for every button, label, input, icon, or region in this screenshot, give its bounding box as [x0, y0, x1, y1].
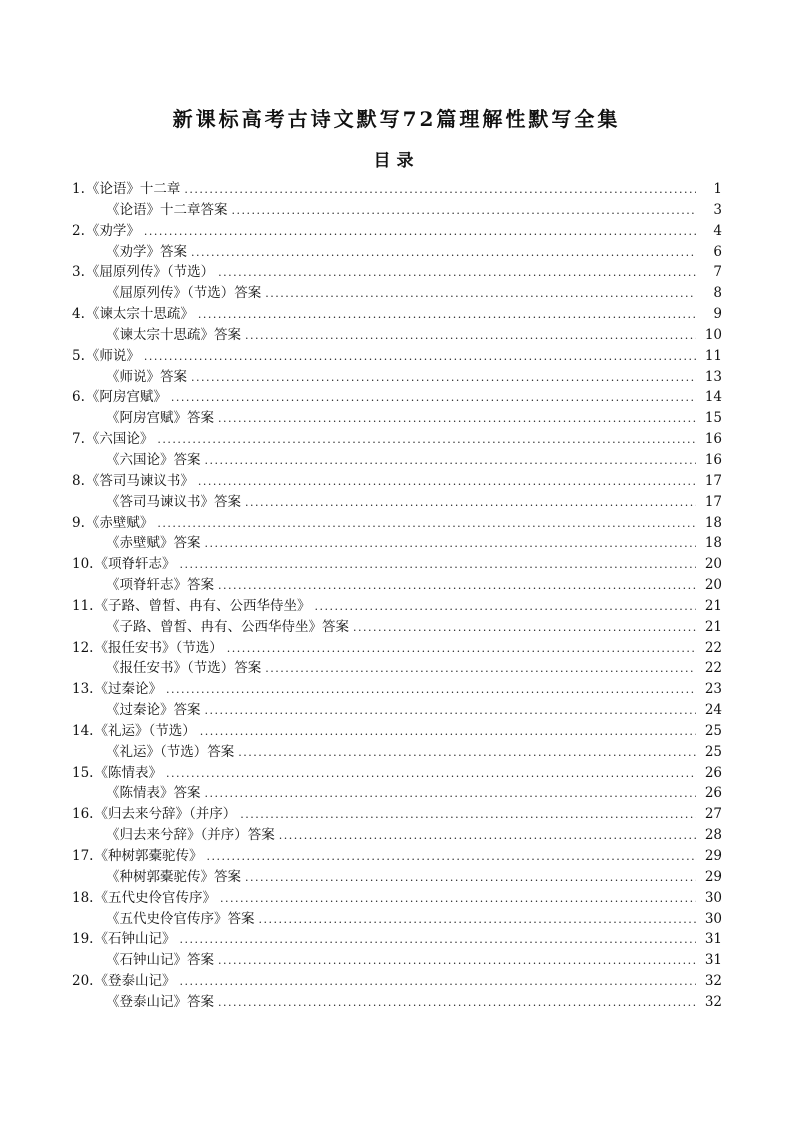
- dot-leader: [200, 722, 696, 743]
- dot-leader: [179, 555, 696, 576]
- toc-entry-page: 30: [704, 889, 722, 906]
- toc-entry-title: 《礼运》（节选）: [94, 722, 196, 739]
- toc-answer-title: 《论语》十二章答案: [106, 201, 228, 218]
- dot-leader: [314, 597, 696, 618]
- dot-leader: [157, 514, 696, 535]
- toc-answer-page: 16: [704, 451, 722, 468]
- dot-leader: [218, 993, 696, 1014]
- toc-answer-page: 15: [704, 410, 722, 427]
- dot-leader: [205, 701, 697, 722]
- dot-leader: [198, 472, 696, 493]
- toc-entry[interactable]: [0, 846, 793, 867]
- toc-answer-title: 《六国论》答案: [106, 451, 201, 468]
- dot-leader: [166, 764, 696, 785]
- toc-answer-page: 10: [704, 326, 722, 343]
- toc-entry-number: 17.: [72, 848, 94, 864]
- toc-entry-title: 《石钟山记》: [94, 931, 176, 948]
- toc-answer-entry[interactable]: [0, 408, 793, 429]
- toc-answer-entry[interactable]: [0, 867, 793, 888]
- toc-answer-entry[interactable]: [0, 283, 793, 304]
- toc-answer-title: 《答司马谏议书》答案: [106, 493, 241, 510]
- toc-entry-number: 1.: [72, 181, 85, 197]
- toc-entry[interactable]: [0, 804, 793, 825]
- toc-entry[interactable]: [0, 638, 793, 659]
- dot-leader: [227, 639, 696, 660]
- toc-answer-title: 《师说》答案: [106, 368, 187, 385]
- toc-entry[interactable]: [0, 221, 793, 242]
- toc-entry[interactable]: [0, 763, 793, 784]
- dot-leader: [220, 889, 696, 910]
- dot-leader: [157, 430, 696, 451]
- toc-answer-entry[interactable]: [0, 992, 793, 1013]
- toc-entry-title: 《阿房宫赋》: [85, 389, 167, 406]
- toc-entry[interactable]: [0, 971, 793, 992]
- toc-answer-entry[interactable]: [0, 742, 793, 763]
- toc-answer-page: 21: [704, 618, 722, 635]
- dot-leader: [206, 847, 696, 868]
- toc-entry-page: 9: [713, 306, 722, 323]
- toc-entry-page: 20: [704, 556, 722, 573]
- toc-entry-title: 《屈原列传》（节选）: [85, 264, 215, 281]
- toc-answer-page: 31: [704, 952, 722, 969]
- toc-answer-page: 30: [704, 910, 722, 927]
- toc-entry-title: 《登泰山记》: [94, 973, 176, 990]
- toc-heading: 目录: [373, 151, 420, 171]
- toc-entry-number: 19.: [72, 931, 94, 948]
- toc-entry-page: 7: [713, 264, 722, 281]
- dot-leader: [240, 805, 696, 826]
- dot-leader: [232, 201, 697, 222]
- toc-entry-page: 4: [713, 222, 722, 239]
- document-title: 新课标高考古诗文默写72篇理解性默写全集: [172, 107, 621, 131]
- toc-entry-number: 12.: [72, 639, 94, 656]
- dot-leader: [205, 534, 697, 555]
- toc-entry-number: 15.: [72, 764, 94, 781]
- toc-entry[interactable]: [0, 262, 793, 283]
- toc-entry-number: 13.: [72, 681, 94, 698]
- toc-entry-page: 32: [704, 973, 722, 990]
- toc-answer-title: 《项脊轩志》答案: [106, 577, 214, 594]
- toc-answer-entry[interactable]: [0, 450, 793, 471]
- toc-entry-number: 3.: [72, 264, 85, 281]
- dot-leader: [265, 659, 696, 680]
- toc-entry-title: 《论语》十二章: [85, 181, 181, 197]
- toc-entry-title: 《赤壁赋》: [85, 514, 154, 531]
- toc-answer-page: 20: [704, 577, 722, 594]
- toc-answer-title: 《礼运》（节选）答案: [106, 743, 235, 760]
- toc-answer-entry[interactable]: [0, 825, 793, 846]
- toc-answer-title: 《谏太宗十思疏》答案: [106, 326, 241, 343]
- dot-leader: [245, 493, 696, 514]
- dot-leader: [238, 743, 696, 764]
- toc-entry-page: 21: [704, 597, 722, 614]
- toc-answer-page: 17: [704, 493, 722, 510]
- toc-entry-page: 25: [704, 722, 722, 739]
- toc-entry[interactable]: [0, 179, 793, 200]
- toc-entry-page: 14: [704, 389, 722, 406]
- toc-answer-title: 《陈情表》答案: [106, 785, 201, 802]
- dot-leader: [144, 222, 696, 243]
- dot-leader: [166, 680, 696, 701]
- toc-answer-page: 25: [704, 743, 722, 760]
- toc-answer-page: 32: [704, 993, 722, 1010]
- toc-entry-number: 16.: [72, 806, 94, 823]
- toc-entry-page: 16: [704, 431, 722, 448]
- toc-answer-entry[interactable]: [0, 242, 793, 263]
- toc-answer-title: 《赤壁赋》答案: [106, 535, 201, 552]
- dot-leader: [179, 972, 696, 993]
- toc-entry-page: 1: [713, 181, 722, 197]
- toc-entry-number: 18.: [72, 889, 94, 906]
- dot-leader: [198, 305, 696, 326]
- toc-answer-entry[interactable]: [0, 325, 793, 346]
- dot-leader: [259, 910, 697, 931]
- toc-entry-title: 《子路、曾皙、冉有、公西华侍坐》: [94, 597, 311, 614]
- toc-entry-title: 《种树郭橐驼传》: [94, 848, 203, 864]
- toc-answer-title: 《归去来兮辞》（并序）答案: [106, 827, 275, 844]
- toc-answer-entry[interactable]: [0, 700, 793, 721]
- toc-entry-number: 9.: [72, 514, 85, 531]
- toc-entry-number: 11.: [72, 597, 94, 614]
- dot-leader: [265, 284, 696, 305]
- dot-leader: [191, 243, 696, 264]
- toc-answer-entry[interactable]: [0, 533, 793, 554]
- dot-leader: [353, 618, 696, 639]
- dot-leader: [245, 326, 696, 347]
- toc-answer-title: 《报任安书》（节选）答案: [106, 660, 262, 677]
- toc-answer-page: 13: [704, 368, 722, 385]
- toc-entry[interactable]: [0, 346, 793, 367]
- toc-answer-entry[interactable]: [0, 909, 793, 930]
- toc-answer-entry[interactable]: [0, 658, 793, 679]
- toc-entry[interactable]: [0, 513, 793, 534]
- toc-answer-title: 《石钟山记》答案: [106, 952, 214, 969]
- toc-entry-title: 《师说》: [85, 347, 140, 364]
- toc-entry-number: 2.: [72, 222, 85, 239]
- toc-answer-title: 《阿房宫赋》答案: [106, 410, 214, 427]
- toc-entry-number: 4.: [72, 306, 85, 323]
- toc-entry-title: 《报任安书》（节选）: [94, 639, 223, 656]
- toc-answer-page: 24: [704, 702, 722, 719]
- dot-leader: [191, 368, 696, 389]
- dot-leader: [144, 347, 696, 368]
- table-of-contents: [0, 179, 793, 1013]
- toc-entry-title: 《项脊轩志》: [94, 556, 176, 573]
- toc-entry[interactable]: [0, 888, 793, 909]
- toc-entry[interactable]: [0, 429, 793, 450]
- toc-entry-title: 《答司马谏议书》: [85, 472, 194, 489]
- toc-entry-page: 11: [704, 347, 722, 364]
- toc-entry-number: 5.: [72, 347, 85, 364]
- toc-entry-title: 《过秦论》: [94, 681, 162, 698]
- dot-leader: [279, 826, 696, 847]
- toc-answer-title: 《种树郭橐驼传》答案: [106, 868, 241, 885]
- toc-entry-title: 《归去来兮辞》（并序）: [94, 806, 237, 823]
- toc-answer-page: 22: [704, 660, 722, 677]
- toc-entry[interactable]: [0, 596, 793, 617]
- dot-leader: [184, 180, 696, 201]
- toc-entry-page: 26: [704, 764, 722, 781]
- toc-answer-page: 29: [704, 868, 722, 885]
- toc-entry[interactable]: [0, 471, 793, 492]
- toc-entry-number: 7.: [72, 431, 85, 448]
- toc-answer-entry[interactable]: [0, 200, 793, 221]
- toc-answer-entry[interactable]: [0, 950, 793, 971]
- toc-entry-number: 20.: [72, 973, 94, 990]
- dot-leader: [218, 576, 696, 597]
- toc-answer-page: 8: [713, 285, 722, 302]
- toc-entry-title: 《陈情表》: [94, 764, 162, 781]
- toc-entry[interactable]: [0, 679, 793, 700]
- dot-leader: [218, 409, 696, 430]
- toc-entry-title: 《五代史伶官传序》: [94, 889, 216, 906]
- toc-entry[interactable]: [0, 304, 793, 325]
- dot-leader: [179, 930, 696, 951]
- toc-entry-page: 27: [704, 806, 722, 823]
- toc-entry[interactable]: [0, 929, 793, 950]
- toc-entry-title: 《六国论》: [85, 431, 154, 448]
- dot-leader: [171, 388, 696, 409]
- toc-entry-number: 8.: [72, 472, 85, 489]
- toc-answer-page: 28: [704, 827, 722, 844]
- toc-entry[interactable]: [0, 387, 793, 408]
- toc-answer-title: 《登泰山记》答案: [106, 993, 214, 1010]
- toc-answer-title: 《子路、曾皙、冉有、公西华侍坐》答案: [106, 618, 349, 635]
- toc-answer-page: 6: [713, 243, 722, 260]
- toc-entry-page: 23: [704, 681, 722, 698]
- toc-entry-number: 6.: [72, 389, 85, 406]
- toc-entry-number: 10.: [72, 556, 94, 573]
- toc-answer-entry[interactable]: [0, 367, 793, 388]
- toc-entry[interactable]: [0, 721, 793, 742]
- toc-entry-page: 29: [704, 848, 722, 864]
- dot-leader: [245, 868, 696, 889]
- dot-leader: [218, 263, 696, 284]
- dot-leader: [205, 451, 697, 472]
- toc-answer-title: 《五代史伶官传序》答案: [106, 910, 255, 927]
- toc-entry-number: 14.: [72, 722, 94, 739]
- toc-entry-title: 《劝学》: [85, 222, 140, 239]
- toc-answer-page: 18: [704, 535, 722, 552]
- toc-answer-page: 26: [704, 785, 722, 802]
- dot-leader: [218, 951, 696, 972]
- toc-answer-entry[interactable]: [0, 783, 793, 804]
- toc-answer-title: 《过秦论》答案: [106, 702, 201, 719]
- toc-entry-page: 18: [704, 514, 722, 531]
- toc-answer-entry[interactable]: [0, 575, 793, 596]
- toc-entry-page: 31: [704, 931, 722, 948]
- toc-answer-entry[interactable]: [0, 617, 793, 638]
- toc-answer-entry[interactable]: [0, 492, 793, 513]
- toc-entry-page: 17: [704, 472, 722, 489]
- toc-entry-title: 《谏太宗十思疏》: [85, 306, 194, 323]
- toc-entry-page: 22: [704, 639, 722, 656]
- toc-entry[interactable]: [0, 554, 793, 575]
- dot-leader: [205, 784, 697, 805]
- toc-answer-title: 《屈原列传》（节选）答案: [106, 285, 262, 302]
- toc-answer-page: 3: [713, 201, 722, 218]
- toc-answer-title: 《劝学》答案: [106, 243, 187, 260]
